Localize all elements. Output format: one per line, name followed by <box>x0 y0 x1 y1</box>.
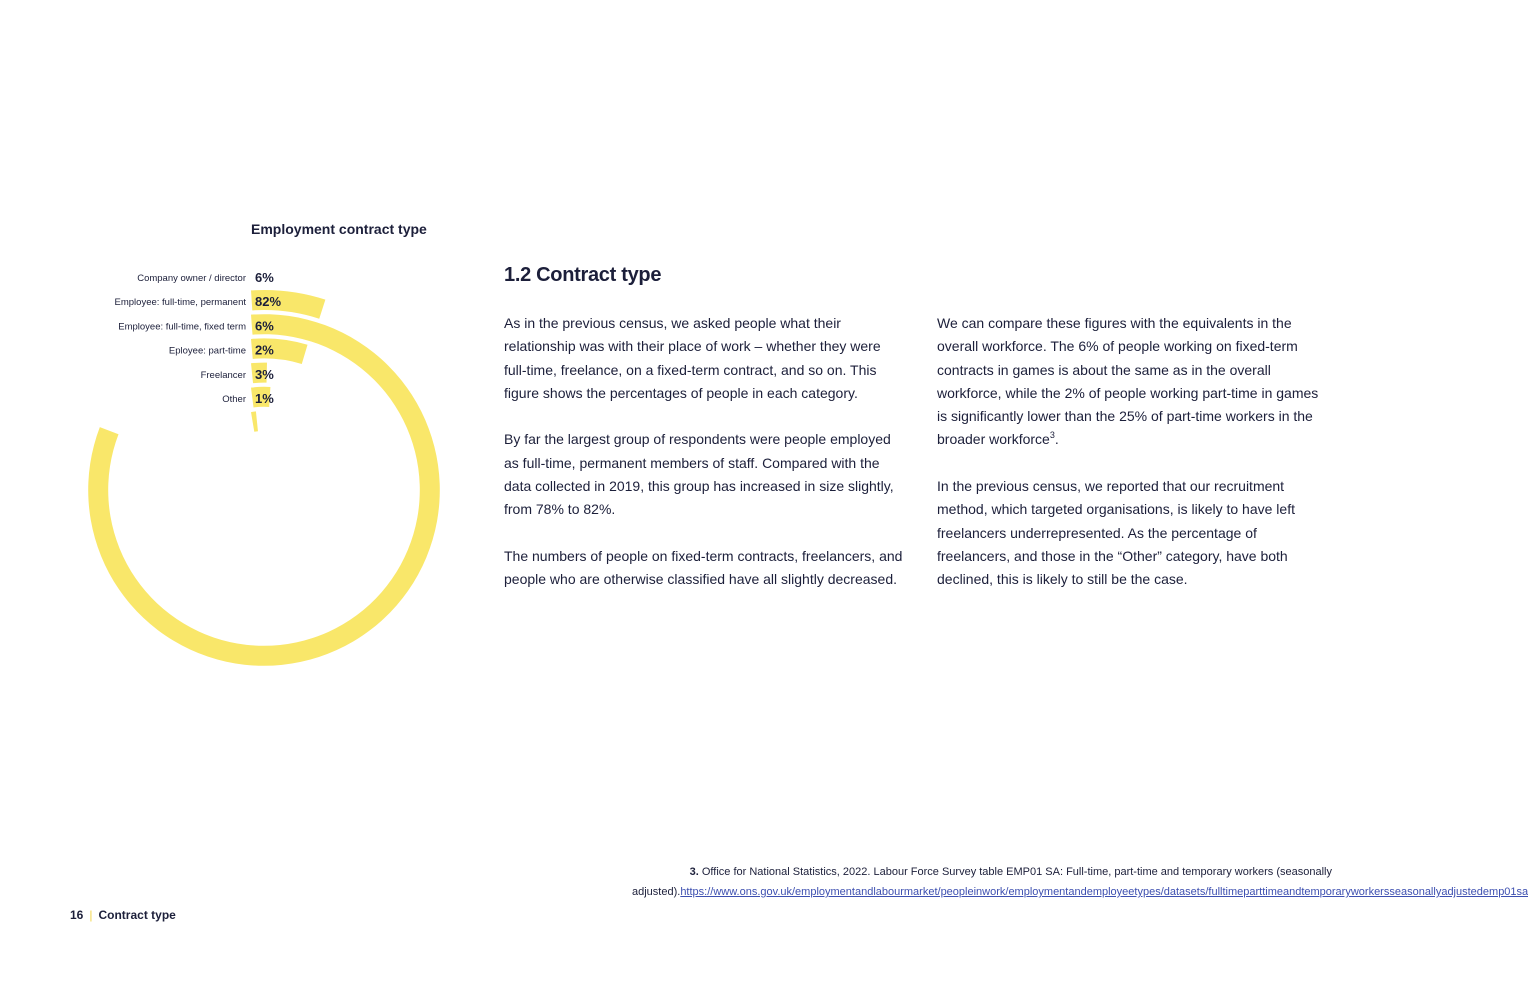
page-number: 16 <box>70 908 84 922</box>
footnote-link[interactable]: https://www.ons.gov.uk/employmentandlabourmarket/peopleinwork/employmentandemployeetypes/datasets/fulltimeparttimeandtemporaryworkersseasonallyadjustedemp01sa <box>680 886 1528 898</box>
footnote-number: 3. <box>689 866 699 878</box>
value-label: 82% <box>255 294 282 310</box>
value-label: 2% <box>255 342 274 358</box>
paragraph-text: We can compare these figures with the equivalents in the overall workforce. The 6% of people working on fixed-term contracts in games is about the same as in the overall workforce, while the 2% of people working part-time in games is significantly lower than the 25% of part-time workers in the broader workforce <box>937 315 1319 448</box>
value-label: 3% <box>255 366 274 382</box>
footer-section-name: Contract type <box>98 908 176 922</box>
body-paragraph: In the previous census, we reported that our recruitment method, which targeted organisations, is likely to have left freelancers underrepresented. As the percentage of freelancers, and those in the “Other” category, have both declined, this is likely to still be the case. <box>937 478 1295 588</box>
left-text-column <box>504 312 904 615</box>
radial-bar-chart <box>0 0 480 720</box>
page-footer <box>70 908 176 922</box>
section-heading: 1.2 Contract type <box>504 264 662 286</box>
body-paragraph: As in the previous census, we asked people what their relationship was with their place of work – whether they were full-time, freelance, on a fixed-term contract, and so on. This figure shows the percentages of people in each category. <box>504 315 881 401</box>
paragraph-end: . <box>1054 431 1059 448</box>
chart-title: Employment contract type <box>251 221 427 237</box>
category-label: Eployee: part-time <box>168 345 246 357</box>
right-text-column <box>937 312 1332 615</box>
category-label: Freelancer <box>200 369 246 381</box>
body-paragraph <box>937 312 1332 452</box>
footnote <box>632 862 1528 902</box>
value-label: 6% <box>255 270 274 285</box>
footer-separator: | <box>89 908 93 922</box>
category-label: Employee: full-time, permanent <box>114 297 246 309</box>
footnote-reference[interactable]: 3 <box>1049 430 1055 441</box>
value-label: 1% <box>255 391 274 406</box>
value-label: 6% <box>255 318 274 334</box>
body-paragraph: By far the largest group of respondents were people employed as full-time, permanent members of staff. Compared with the data collected in 2019, this group has increased in size slightly, from 78% to 82%. <box>504 431 894 518</box>
footnote-text: Office for National Statistics, 2022. Labour Force Survey table EMP01 SA: Full-time, part-time and temporary workers (seasonally adjusted). <box>632 866 1332 898</box>
body-paragraph: The numbers of people on fixed-term contracts, freelancers, and people who are otherwise classified have all slightly decreased. <box>504 547 903 588</box>
category-label: Other <box>222 394 246 405</box>
category-label: Employee: full-time, fixed term <box>118 321 246 333</box>
category-label: Company owner / director <box>137 273 246 284</box>
radial-bar <box>251 411 258 431</box>
